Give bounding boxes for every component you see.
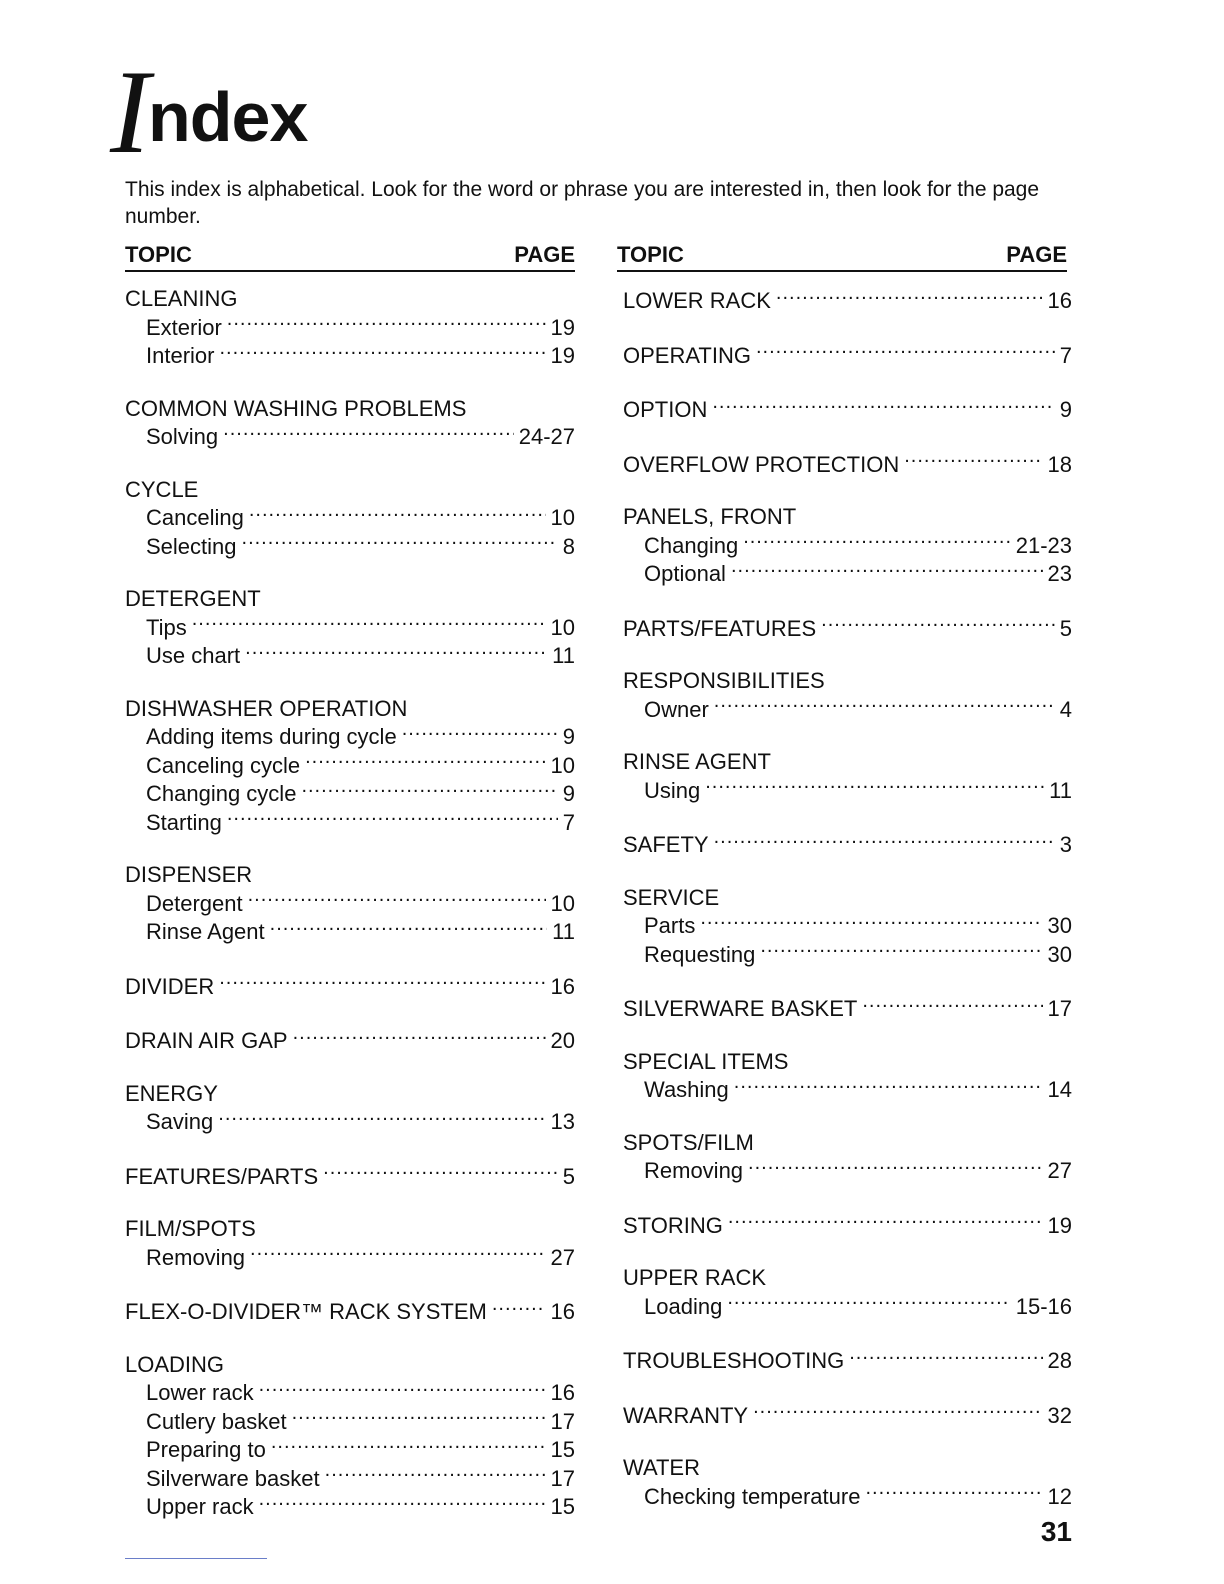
column-header	[125, 238, 575, 272]
index-topic	[623, 450, 1072, 479]
subtopic-label: Selecting	[146, 533, 237, 559]
page-reference: 15-16	[1015, 1293, 1072, 1319]
page-reference: 3	[1059, 832, 1072, 857]
page-reference: 13	[550, 1109, 575, 1134]
subtopic-label: Removing	[644, 1158, 744, 1183]
page-reference: 11	[1049, 777, 1072, 803]
index-subtopic	[125, 1492, 575, 1521]
dot-leader	[727, 1292, 1010, 1314]
topic-label: PARTS/FEATURES	[623, 615, 817, 641]
index-subtopic	[125, 1435, 575, 1464]
page-reference: 27	[1047, 1158, 1072, 1183]
dot-leader	[219, 972, 545, 994]
index-topic	[125, 696, 575, 723]
dot-leader	[760, 940, 1042, 962]
topic-label: DIVIDER	[125, 973, 215, 999]
page-reference: 16	[1047, 288, 1072, 313]
index-entry	[617, 749, 1072, 804]
dot-leader	[714, 830, 1055, 852]
topic-header: TOPIC	[617, 242, 684, 267]
index-entry	[617, 1455, 1072, 1510]
index-entry	[125, 477, 575, 561]
dot-leader	[728, 1211, 1043, 1233]
subtopic-label: Rinse Agent	[146, 919, 265, 944]
index-subtopic	[125, 313, 575, 342]
subtopic-label: Exterior	[146, 314, 222, 340]
page-reference: 9	[562, 781, 575, 806]
page-reference: 24-27	[518, 424, 575, 449]
page-reference: 7	[562, 809, 575, 835]
page-reference: 5	[1059, 615, 1072, 641]
dot-leader	[700, 911, 1042, 933]
page-reference: 16	[550, 1299, 575, 1324]
index-topic	[623, 341, 1072, 370]
subtopic-label: Use chart	[146, 643, 241, 668]
page-reference: 14	[1047, 1077, 1072, 1102]
index-topic	[125, 1352, 575, 1379]
dot-leader	[821, 614, 1055, 636]
topic-label: DETERGENT	[125, 586, 261, 611]
topic-label: SILVERWARE BASKET	[623, 996, 858, 1021]
subtopic-label: Interior	[146, 343, 215, 368]
index-entry	[617, 286, 1072, 315]
column-header	[617, 238, 1067, 272]
index-topic	[623, 668, 1072, 695]
topic-label: CLEANING	[125, 286, 238, 311]
page-reference: 10	[550, 752, 575, 778]
dot-leader	[305, 751, 545, 773]
page-reference: 20	[550, 1028, 575, 1053]
dot-leader	[748, 1156, 1042, 1178]
index-entry	[617, 1049, 1072, 1104]
index-entry	[617, 830, 1072, 859]
page-reference: 28	[1047, 1348, 1072, 1373]
page-reference: 19	[1047, 1212, 1072, 1238]
index-entry	[617, 450, 1072, 479]
page-reference: 7	[1059, 342, 1072, 368]
subtopic-label: Detergent	[146, 890, 243, 916]
index-entry	[617, 885, 1072, 969]
index-entry	[617, 1265, 1072, 1320]
index-topic	[125, 1081, 575, 1108]
index-entry	[617, 1211, 1072, 1240]
topic-label: TROUBLESHOOTING	[623, 1348, 845, 1373]
page-reference: 12	[1047, 1483, 1072, 1509]
index-entry	[125, 1081, 575, 1136]
index-subtopic	[623, 776, 1072, 805]
topic-label: DRAIN AIR GAP	[125, 1028, 288, 1053]
index-entry	[617, 341, 1072, 370]
dot-leader	[325, 1464, 546, 1486]
subtopic-label: Changing cycle	[146, 781, 297, 806]
dot-leader	[219, 341, 545, 363]
dot-leader	[734, 1075, 1043, 1097]
dot-leader	[245, 641, 547, 663]
index-topic	[125, 1162, 575, 1191]
index-entry	[125, 862, 575, 946]
index-entry	[617, 1130, 1072, 1185]
index-entry	[125, 972, 575, 1001]
page-reference: 11	[552, 643, 575, 668]
subtopic-label: Owner	[644, 696, 709, 722]
index-subtopic	[623, 559, 1072, 588]
index-subtopic	[125, 1464, 575, 1493]
index-entry	[125, 1297, 575, 1326]
page-reference: 9	[562, 724, 575, 749]
topic-label: SPOTS/FILM	[623, 1129, 754, 1155]
index-topic	[623, 504, 1072, 531]
subtopic-label: Loading	[644, 1293, 723, 1319]
index-entry	[125, 586, 575, 670]
topic-header: TOPIC	[125, 242, 192, 267]
index-subtopic	[125, 641, 575, 670]
dot-leader	[242, 532, 558, 554]
dot-leader	[192, 613, 546, 635]
index-topic	[125, 972, 575, 1001]
dot-leader	[250, 1243, 545, 1265]
page-title	[104, 44, 424, 178]
index-list	[125, 272, 575, 1521]
subtopic-label: Starting	[146, 809, 222, 835]
page-reference: 32	[1047, 1402, 1072, 1428]
subtopic-label: Preparing to	[146, 1437, 266, 1462]
page-reference: 23	[1047, 561, 1072, 586]
page-reference: 17	[1047, 996, 1072, 1021]
dot-leader	[249, 503, 546, 525]
page-reference: 15	[550, 1437, 575, 1462]
dot-leader	[271, 1435, 546, 1457]
dot-leader	[849, 1346, 1042, 1368]
index-entry	[617, 994, 1072, 1023]
dot-leader	[731, 559, 1043, 581]
index-subtopic	[125, 613, 575, 642]
index-topic	[623, 1455, 1072, 1482]
dot-leader	[270, 917, 548, 939]
subtopic-label: Upper rack	[146, 1494, 254, 1519]
dot-leader	[301, 779, 557, 801]
page-reference: 16	[550, 1380, 575, 1405]
topic-label: FLEX-O-DIVIDER™ RACK SYSTEM	[125, 1299, 487, 1324]
subtopic-label: Removing	[146, 1244, 246, 1270]
index-subtopic	[125, 779, 575, 808]
index-subtopic	[623, 531, 1072, 560]
topic-label: RINSE AGENT	[623, 749, 771, 774]
index-topic	[623, 1401, 1072, 1430]
dot-leader	[753, 1401, 1042, 1423]
subtopic-label: Silverware basket	[146, 1465, 320, 1491]
subtopic-label: Tips	[146, 614, 187, 640]
index-subtopic	[623, 911, 1072, 940]
subtopic-label: Checking temperature	[644, 1483, 861, 1509]
index-topic	[125, 286, 575, 313]
page-reference: 21-23	[1015, 532, 1072, 558]
topic-label: COMMON WASHING PROBLEMS	[125, 395, 467, 421]
index-entry	[617, 1346, 1072, 1375]
index-topic	[125, 586, 575, 613]
topic-label: LOADING	[125, 1351, 225, 1377]
index-topic	[125, 1026, 575, 1055]
index-subtopic	[623, 1292, 1072, 1321]
page-reference: 15	[550, 1494, 575, 1519]
index-topic	[623, 1265, 1072, 1292]
index-subtopic	[125, 422, 575, 451]
page-reference: 30	[1047, 941, 1072, 967]
subtopic-label: Adding items during cycle	[146, 724, 397, 749]
index-subtopic	[623, 1482, 1072, 1511]
index-topic	[623, 749, 1072, 776]
index-entry	[617, 1401, 1072, 1430]
index-topic	[125, 477, 575, 504]
dot-leader	[218, 1107, 545, 1129]
topic-label: UPPER RACK	[623, 1265, 767, 1290]
index-subtopic	[623, 1156, 1072, 1185]
index-subtopic	[125, 341, 575, 370]
index-entry	[617, 395, 1072, 424]
index-topic	[623, 1211, 1072, 1240]
page-reference: 18	[1047, 451, 1072, 477]
page-reference: 16	[550, 973, 575, 999]
page-reference: 19	[550, 314, 575, 340]
page-header: PAGE	[1006, 242, 1067, 267]
index-column-left	[125, 238, 575, 1547]
index-subtopic	[125, 917, 575, 946]
subtopic-label: Changing	[644, 532, 739, 558]
page-reference: 9	[1059, 397, 1072, 422]
index-topic	[623, 1346, 1072, 1375]
dot-leader	[292, 1407, 546, 1429]
page-reference: 30	[1047, 913, 1072, 938]
page-reference: 19	[550, 343, 575, 368]
dot-leader	[714, 695, 1055, 717]
index-subtopic	[125, 532, 575, 561]
subtopic-label: Canceling cycle	[146, 752, 301, 778]
topic-label: SERVICE	[623, 884, 720, 910]
index-entry	[125, 1352, 575, 1521]
subtopic-label: Cutlery basket	[146, 1408, 287, 1434]
topic-label: ENERGY	[125, 1080, 218, 1106]
dot-leader	[227, 808, 558, 830]
page-reference: 4	[1059, 696, 1072, 722]
index-subtopic	[125, 722, 575, 751]
subtopic-label: Washing	[644, 1077, 729, 1102]
index-topic	[623, 885, 1072, 912]
topic-label: FILM/SPOTS	[125, 1216, 256, 1241]
index-subtopic	[125, 889, 575, 918]
index-topic	[623, 286, 1072, 315]
topic-label: SPECIAL ITEMS	[623, 1048, 789, 1074]
index-topic	[623, 395, 1072, 424]
index-entry	[125, 1162, 575, 1191]
page-number: 31	[1040, 1516, 1072, 1547]
subtopic-label: Parts	[644, 913, 696, 938]
index-topic	[125, 396, 575, 423]
topic-label: DISPENSER	[125, 862, 253, 887]
dot-leader	[259, 1492, 546, 1514]
dot-leader	[259, 1378, 546, 1400]
index-subtopic	[623, 940, 1072, 969]
topic-label: LOWER RACK	[623, 288, 771, 313]
page-reference: 27	[550, 1244, 575, 1270]
index-subtopic	[125, 1107, 575, 1136]
index-entry	[125, 396, 575, 451]
topic-label: RESPONSIBILITIES	[623, 668, 825, 693]
topic-label: OPTION	[623, 397, 708, 422]
page-reference: 8	[562, 533, 575, 559]
dot-leader	[865, 1482, 1042, 1504]
index-entry	[617, 504, 1072, 588]
topic-label: WATER	[623, 1455, 700, 1480]
title-initial: I	[110, 45, 150, 178]
page-reference: 10	[550, 505, 575, 530]
subtopic-label: Requesting	[644, 941, 756, 967]
intro-text: This index is alphabetical. Look for the word or phrase you are interested in, then look for the page number.	[125, 178, 1040, 228]
topic-label: FEATURES/PARTS	[125, 1163, 319, 1189]
dot-leader	[402, 722, 558, 744]
topic-label: OVERFLOW PROTECTION	[623, 451, 900, 477]
index-entry	[617, 614, 1072, 643]
index-topic	[623, 994, 1072, 1023]
index-topic	[623, 1049, 1072, 1076]
title-text: ndex	[148, 78, 308, 156]
topic-label: PANELS, FRONT	[623, 504, 797, 529]
page-header: PAGE	[514, 242, 575, 267]
index-subtopic	[125, 1407, 575, 1436]
index-subtopic	[125, 751, 575, 780]
dot-leader	[862, 994, 1042, 1016]
index-topic	[623, 1130, 1072, 1157]
topic-label: DISHWASHER OPERATION	[125, 695, 408, 721]
index-topic	[125, 1216, 575, 1243]
index-topic	[623, 830, 1072, 859]
topic-label: SAFETY	[623, 832, 709, 857]
topic-label: STORING	[623, 1212, 723, 1238]
footer-divider	[125, 1558, 267, 1559]
topic-label: WARRANTY	[623, 1402, 749, 1428]
dot-leader	[323, 1162, 558, 1184]
page-reference: 11	[552, 919, 575, 944]
index-subtopic	[125, 503, 575, 532]
subtopic-label: Solving	[146, 424, 219, 449]
subtopic-label: Optional	[644, 561, 726, 586]
subtopic-label: Lower rack	[146, 1380, 254, 1405]
index-subtopic	[125, 1243, 575, 1272]
dot-leader	[227, 313, 546, 335]
dot-leader	[248, 889, 546, 911]
dot-leader	[756, 341, 1055, 363]
dot-leader	[712, 395, 1054, 417]
page-reference: 10	[550, 614, 575, 640]
dot-leader	[743, 531, 1011, 553]
index-topic	[623, 614, 1072, 643]
subtopic-label: Saving	[146, 1109, 214, 1134]
page-reference: 10	[550, 890, 575, 916]
index-topic	[125, 1297, 575, 1326]
index-entry	[125, 696, 575, 837]
index-entry	[617, 668, 1072, 723]
index-list	[617, 272, 1072, 1510]
dot-leader	[705, 776, 1044, 798]
index-entry	[125, 1216, 575, 1271]
page-reference: 17	[550, 1408, 575, 1434]
dot-leader	[223, 422, 514, 444]
subtopic-label: Using	[644, 777, 701, 803]
topic-label: OPERATING	[623, 342, 751, 368]
dot-leader	[492, 1297, 546, 1319]
page-reference: 5	[562, 1163, 575, 1189]
dot-leader	[904, 450, 1042, 472]
index-topic	[125, 862, 575, 889]
dot-leader	[293, 1026, 546, 1048]
index-entry	[125, 286, 575, 370]
index-subtopic	[623, 1075, 1072, 1104]
subtopic-label: Canceling	[146, 505, 244, 530]
index-subtopic	[125, 808, 575, 837]
index-subtopic	[623, 695, 1072, 724]
index-entry	[125, 1026, 575, 1055]
page-reference: 17	[550, 1465, 575, 1491]
index-column-right	[617, 238, 1072, 1536]
topic-label: CYCLE	[125, 476, 199, 502]
index-subtopic	[125, 1378, 575, 1407]
dot-leader	[776, 286, 1043, 308]
